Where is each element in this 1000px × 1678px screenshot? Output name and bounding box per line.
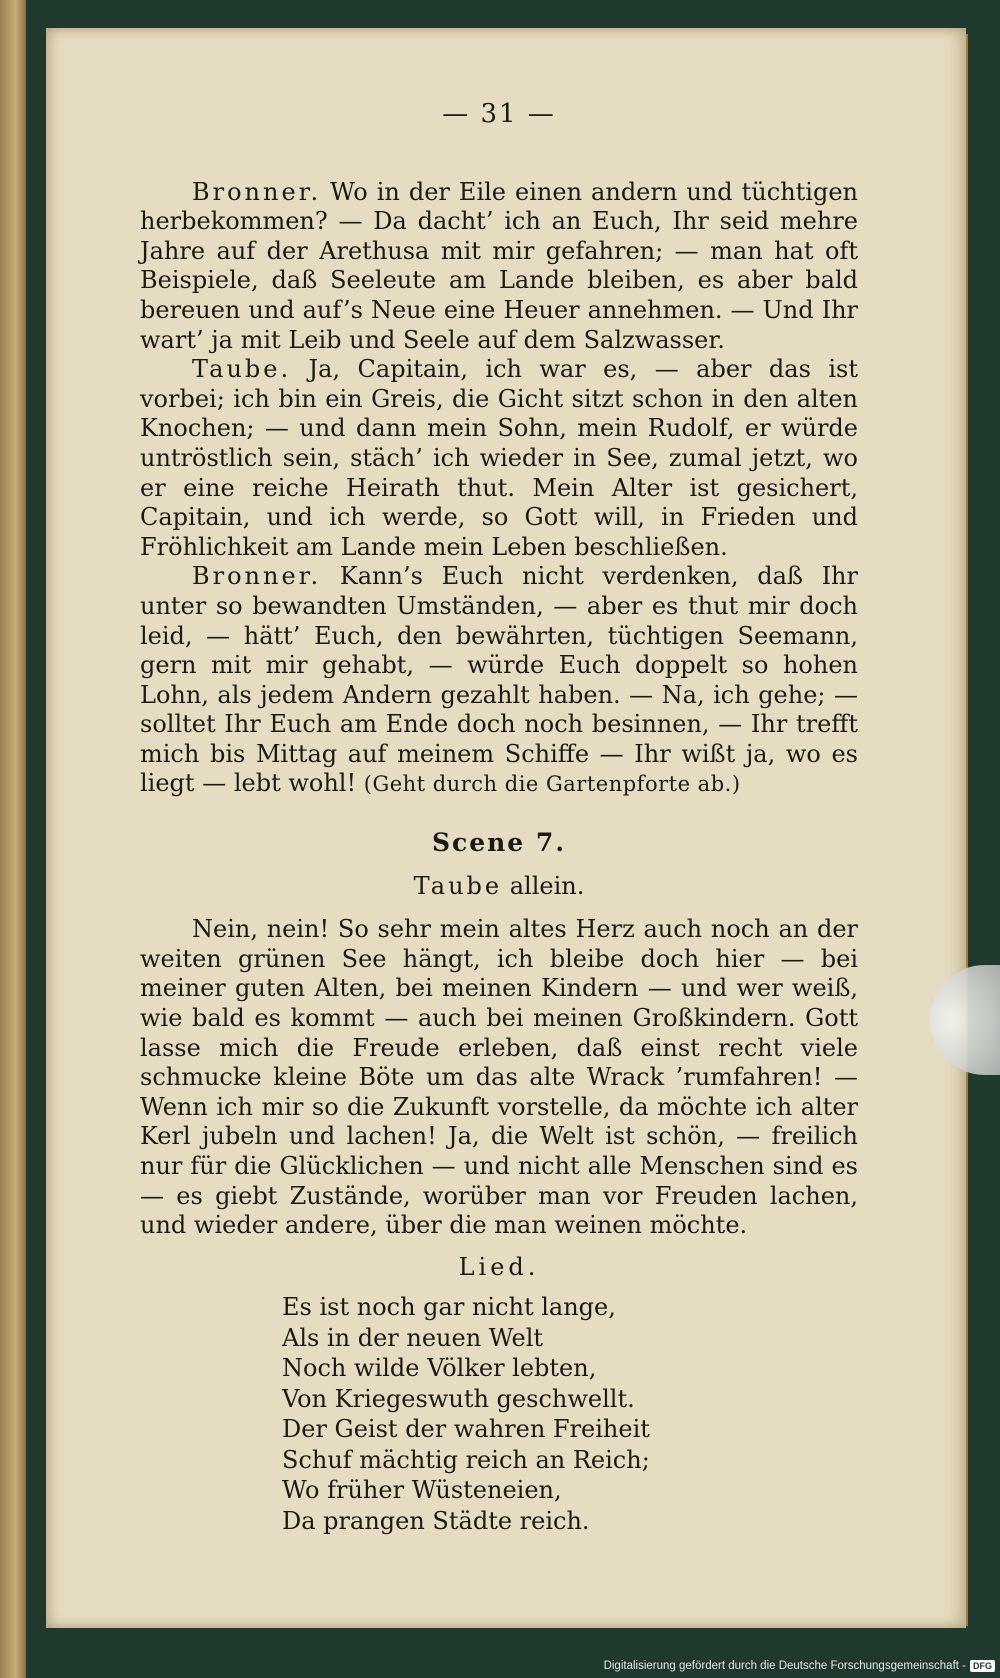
poem-line: Es ist noch gar nicht lange,	[282, 1293, 616, 1322]
scene-speaker: Taube	[413, 871, 503, 900]
poem-line: Der Geist der wahren Freiheit	[282, 1415, 650, 1444]
book-spine-edge	[0, 0, 26, 1678]
speaker-name: Taube.	[192, 355, 292, 384]
poem-line: Noch wilde Völker lebten,	[282, 1354, 597, 1383]
poem-line: Wo früher Wüsteneien,	[282, 1476, 562, 1505]
speaker-name: Bronner.	[192, 562, 322, 591]
poem-line: Da prangen Städte reich.	[282, 1506, 590, 1535]
scene-heading: Scene 7.	[431, 828, 567, 858]
lied-heading: Lied.	[458, 1252, 540, 1281]
speaker-name: Bronner.	[192, 177, 322, 206]
paragraph-text: Ja, Capitain, ich war es, — aber das ist vorbei; ich bin ein Greis, die Gicht sitzt schon in den alten Knochen; — und dann mein Sohn, mein Rudolf, er würde untröstlich sein, stäch’ ich wieder in See, zumal jetzt, wo er eine reiche Heirath thut. Mein Alter ist gesichert, Capitain, und ich werde, so Gott will, in Frieden und Fröhlichkeit am Lande mein Leben beschließen.	[140, 355, 858, 561]
stage-direction: (Geht durch die Gartenpforte ab.)	[363, 772, 741, 797]
scene-paragraph: Nein, nein! So sehr mein altes Herz auch noch an der weiten grünen See hängt, ich bleibe doch hier — bei meiner guten Alten, bei meinen Kindern — und wer weiß, wie bald es kommt — auch bei meinen Großkindern. Gott lasse mich die Freude erleben, daß einst recht viele schmucke kleine Böte um das alte Wrack ’rumfahren! — Wenn ich mir so die Zukunft vorstelle, da möchte ich alter Kerl jubeln und lachen! Ja, die Welt ist schön, — freilich nur für die Glücklichen — und nicht alle Menschen sind es — es giebt Zustände, worüber man vor Freuden lachen, und wieder andere, über die man weinen möchte.	[140, 915, 858, 1240]
poem-line: Von Kriegeswuth geschwellt.	[282, 1384, 635, 1413]
paragraph-text: Wo in der Eile einen andern und tüchtigen herbekommen? — Da dacht’ ich an Euch, Ihr seid mehre Jahre auf der Arethusa mit mir gefahren; — man hat oft Beispiele, daß Seeleute am Lande bleiben, es aber bald bereuen und auf’s Neue eine Heuer annehmen. — Und Ihr wart’ ja mit Leib und Seele auf dem Salzwasser.	[140, 177, 858, 354]
page-text	[140, 100, 858, 1536]
digitization-credit	[600, 1656, 995, 1676]
paragraph-text: Kann’s Euch nicht verdenken, daß Ihr unter so bewandten Umständen, — aber es thut mir doch leid, — hätt’ Euch, den bewährten, tüchtigen Seemann, gern mit mir gehabt, — würde Euch doppelt so hohen Lohn, als jedem Andern gezahlt haben. — Na, ich gehe; — solltet Ihr Euch am Ende doch noch besinnen, — Ihr trefft mich bis Mittag auf meinem Schiffe — Ihr wißt ja, wo es liegt — lebt wohl!	[140, 562, 858, 798]
page-number: — 31 —	[442, 99, 556, 129]
credit-text: Digitalisierung gefördert durch die Deutsche Forschungsgemeinschaft -	[603, 1660, 966, 1672]
paragraph-bronner-2	[140, 562, 858, 800]
poem-line: Als in der neuen Welt	[282, 1323, 544, 1352]
dfg-logo: DFG	[970, 1660, 995, 1672]
paragraph-bronner-1	[140, 178, 858, 356]
scene-subheading	[140, 872, 858, 902]
scene-subtitle-rest: allein.	[509, 871, 585, 900]
poem-line: Schuf mächtig reich an Reich;	[282, 1445, 650, 1474]
paragraph-taube-1	[140, 355, 858, 562]
poem	[282, 1292, 858, 1536]
